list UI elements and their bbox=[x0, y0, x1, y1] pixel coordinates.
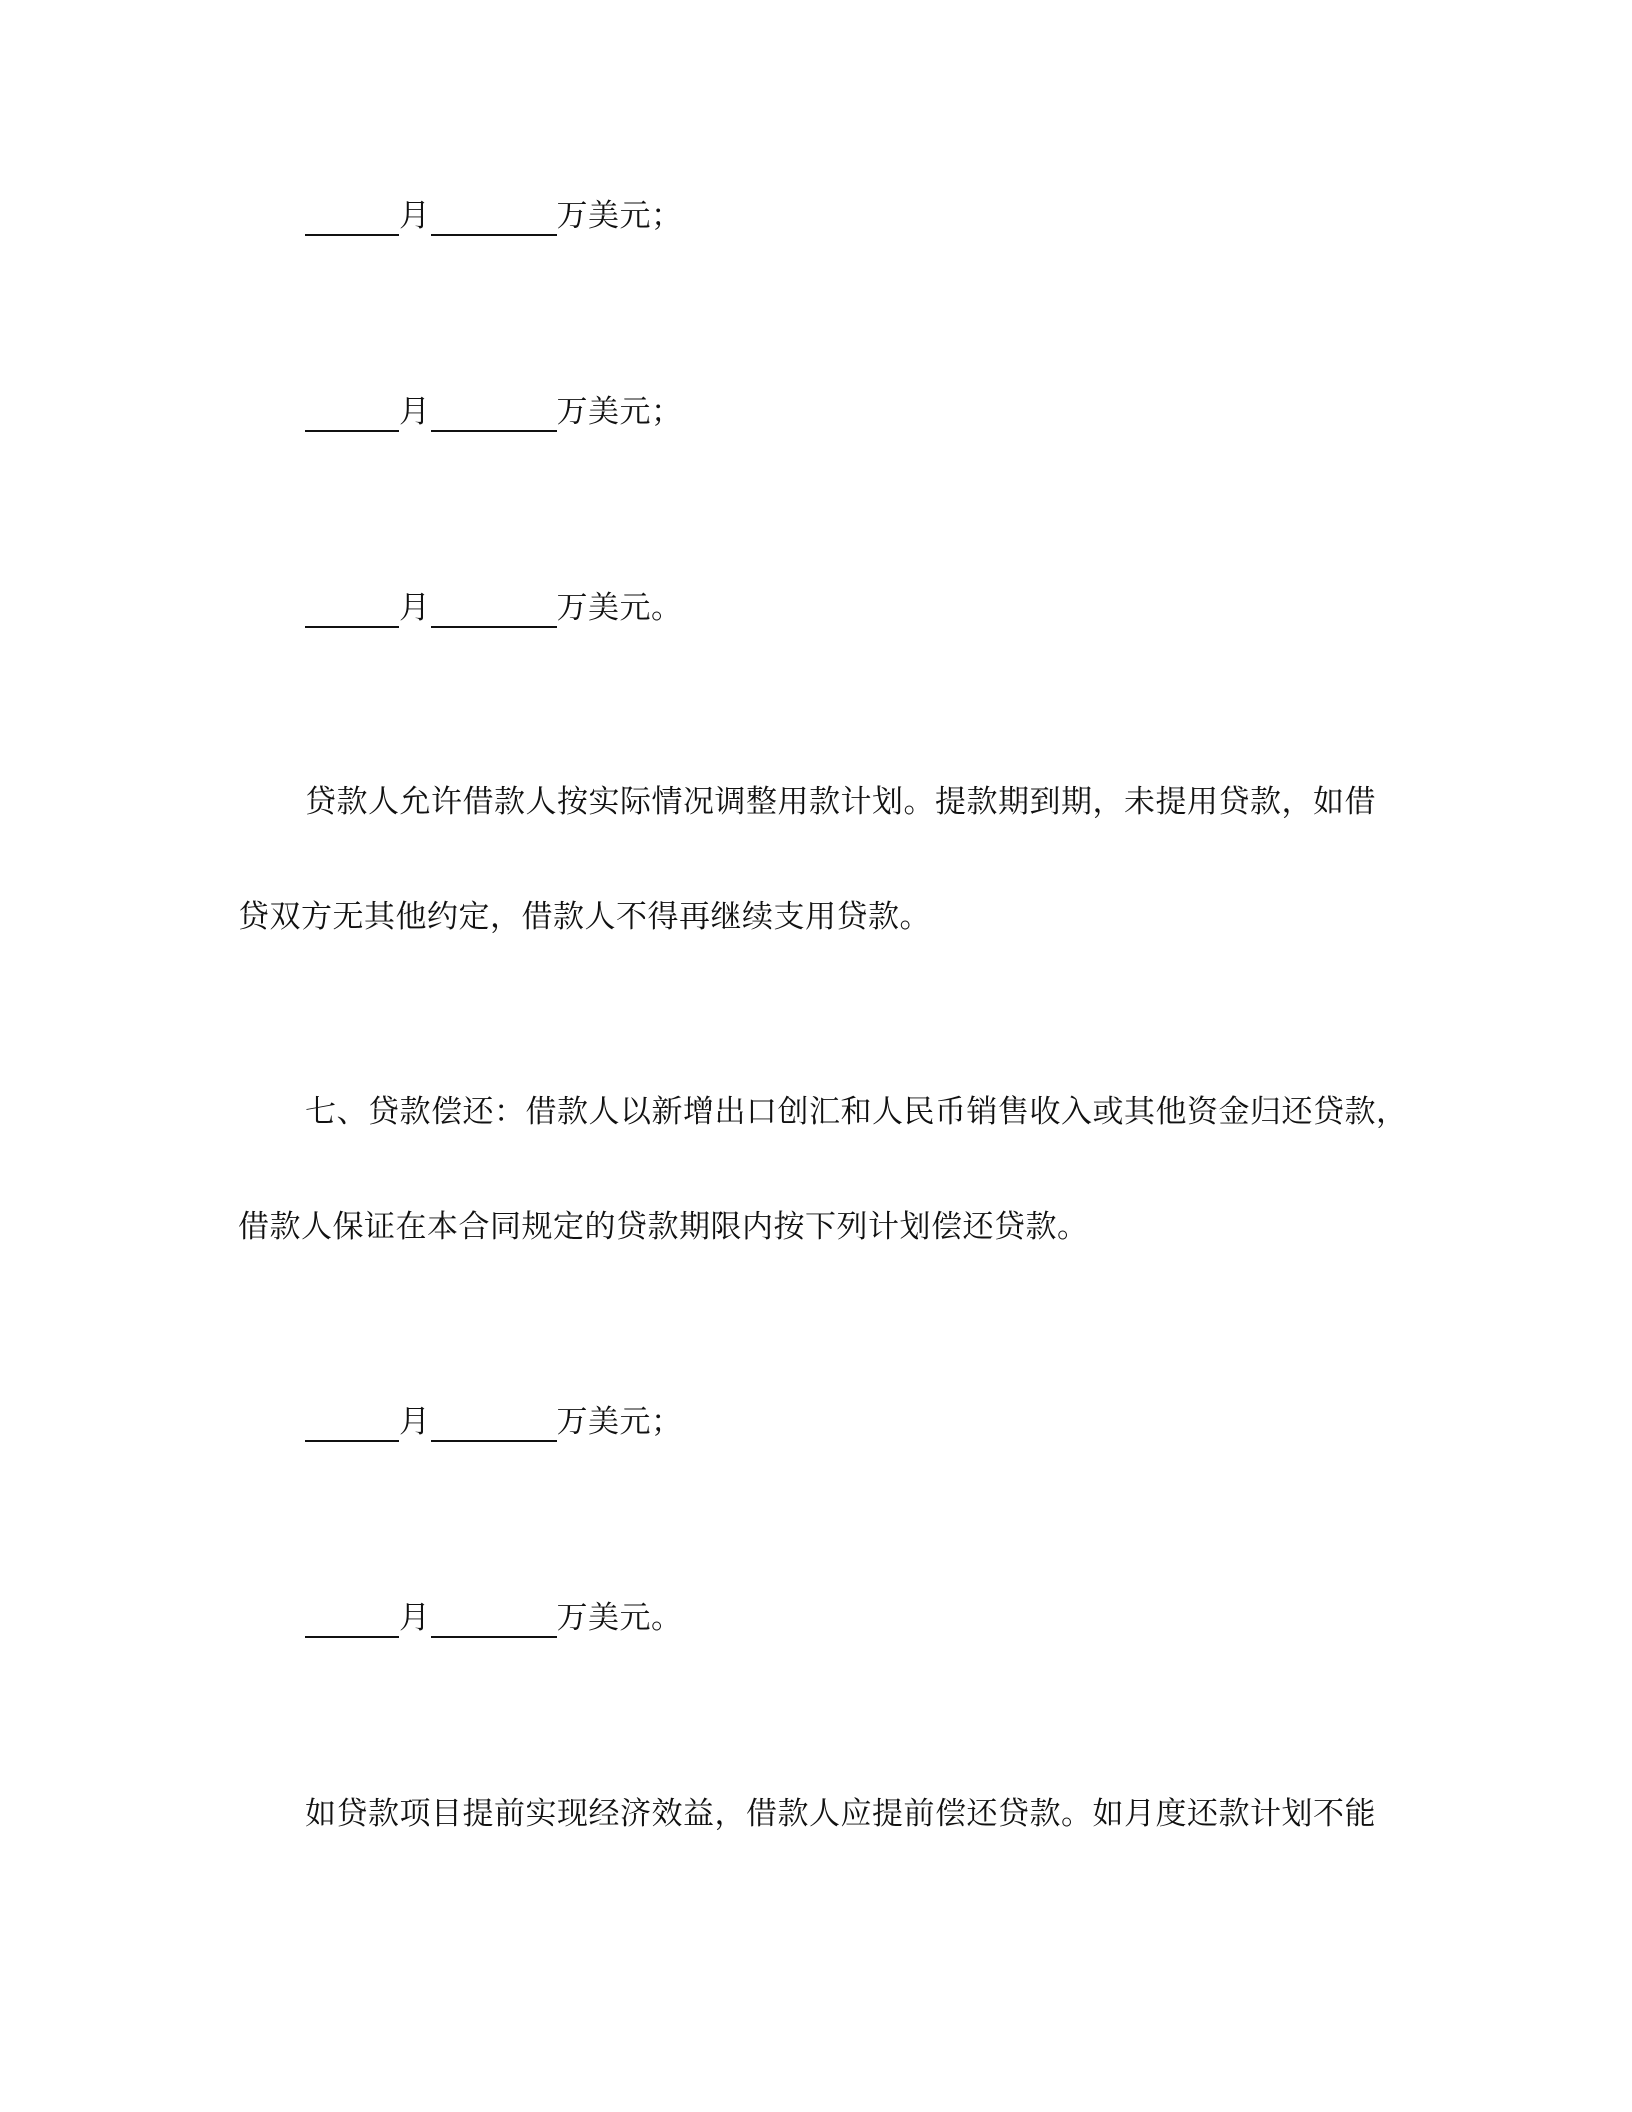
month-label: 月 bbox=[399, 1600, 431, 1636]
month-blank bbox=[305, 1602, 399, 1638]
section-seven-line-1: 七、贷款偿还：借款人以新增出口创汇和人民币销售收入或其他资金归还贷款， bbox=[305, 1094, 1408, 1130]
paragraph-early-line-1: 如贷款项目提前实现经济效益，借款人应提前偿还贷款。如月度还款计划不能 bbox=[305, 1796, 1376, 1832]
month-blank bbox=[305, 1406, 399, 1442]
paragraph-adjust-line-1: 贷款人允许借款人按实际情况调整用款计划。提款期到期，未提用贷款，如借 bbox=[305, 784, 1376, 820]
amount-blank bbox=[431, 396, 557, 432]
month-blank bbox=[305, 592, 399, 628]
amount-blank bbox=[431, 1406, 557, 1442]
amount-label: 万美元。 bbox=[556, 1600, 683, 1636]
amount-blank bbox=[431, 200, 557, 236]
amount-blank bbox=[431, 592, 557, 628]
schedule-line bbox=[305, 196, 683, 236]
month-label: 月 bbox=[399, 590, 431, 626]
month-label: 月 bbox=[399, 1404, 431, 1440]
amount-label: 万美元； bbox=[556, 1404, 683, 1440]
schedule-line bbox=[305, 588, 683, 628]
month-label: 月 bbox=[399, 198, 431, 234]
amount-label: 万美元； bbox=[556, 394, 683, 430]
month-blank bbox=[305, 200, 399, 236]
amount-blank bbox=[431, 1602, 557, 1638]
section-seven-line-2: 借款人保证在本合同规定的贷款期限内按下列计划偿还贷款。 bbox=[238, 1209, 1089, 1245]
amount-label: 万美元； bbox=[556, 198, 683, 234]
month-label: 月 bbox=[399, 394, 431, 430]
schedule-line bbox=[305, 392, 683, 432]
month-blank bbox=[305, 396, 399, 432]
amount-label: 万美元。 bbox=[556, 590, 683, 626]
paragraph-adjust-line-2: 贷双方无其他约定，借款人不得再继续支用贷款。 bbox=[238, 899, 931, 935]
schedule-line bbox=[305, 1598, 683, 1638]
schedule-line bbox=[305, 1402, 683, 1442]
